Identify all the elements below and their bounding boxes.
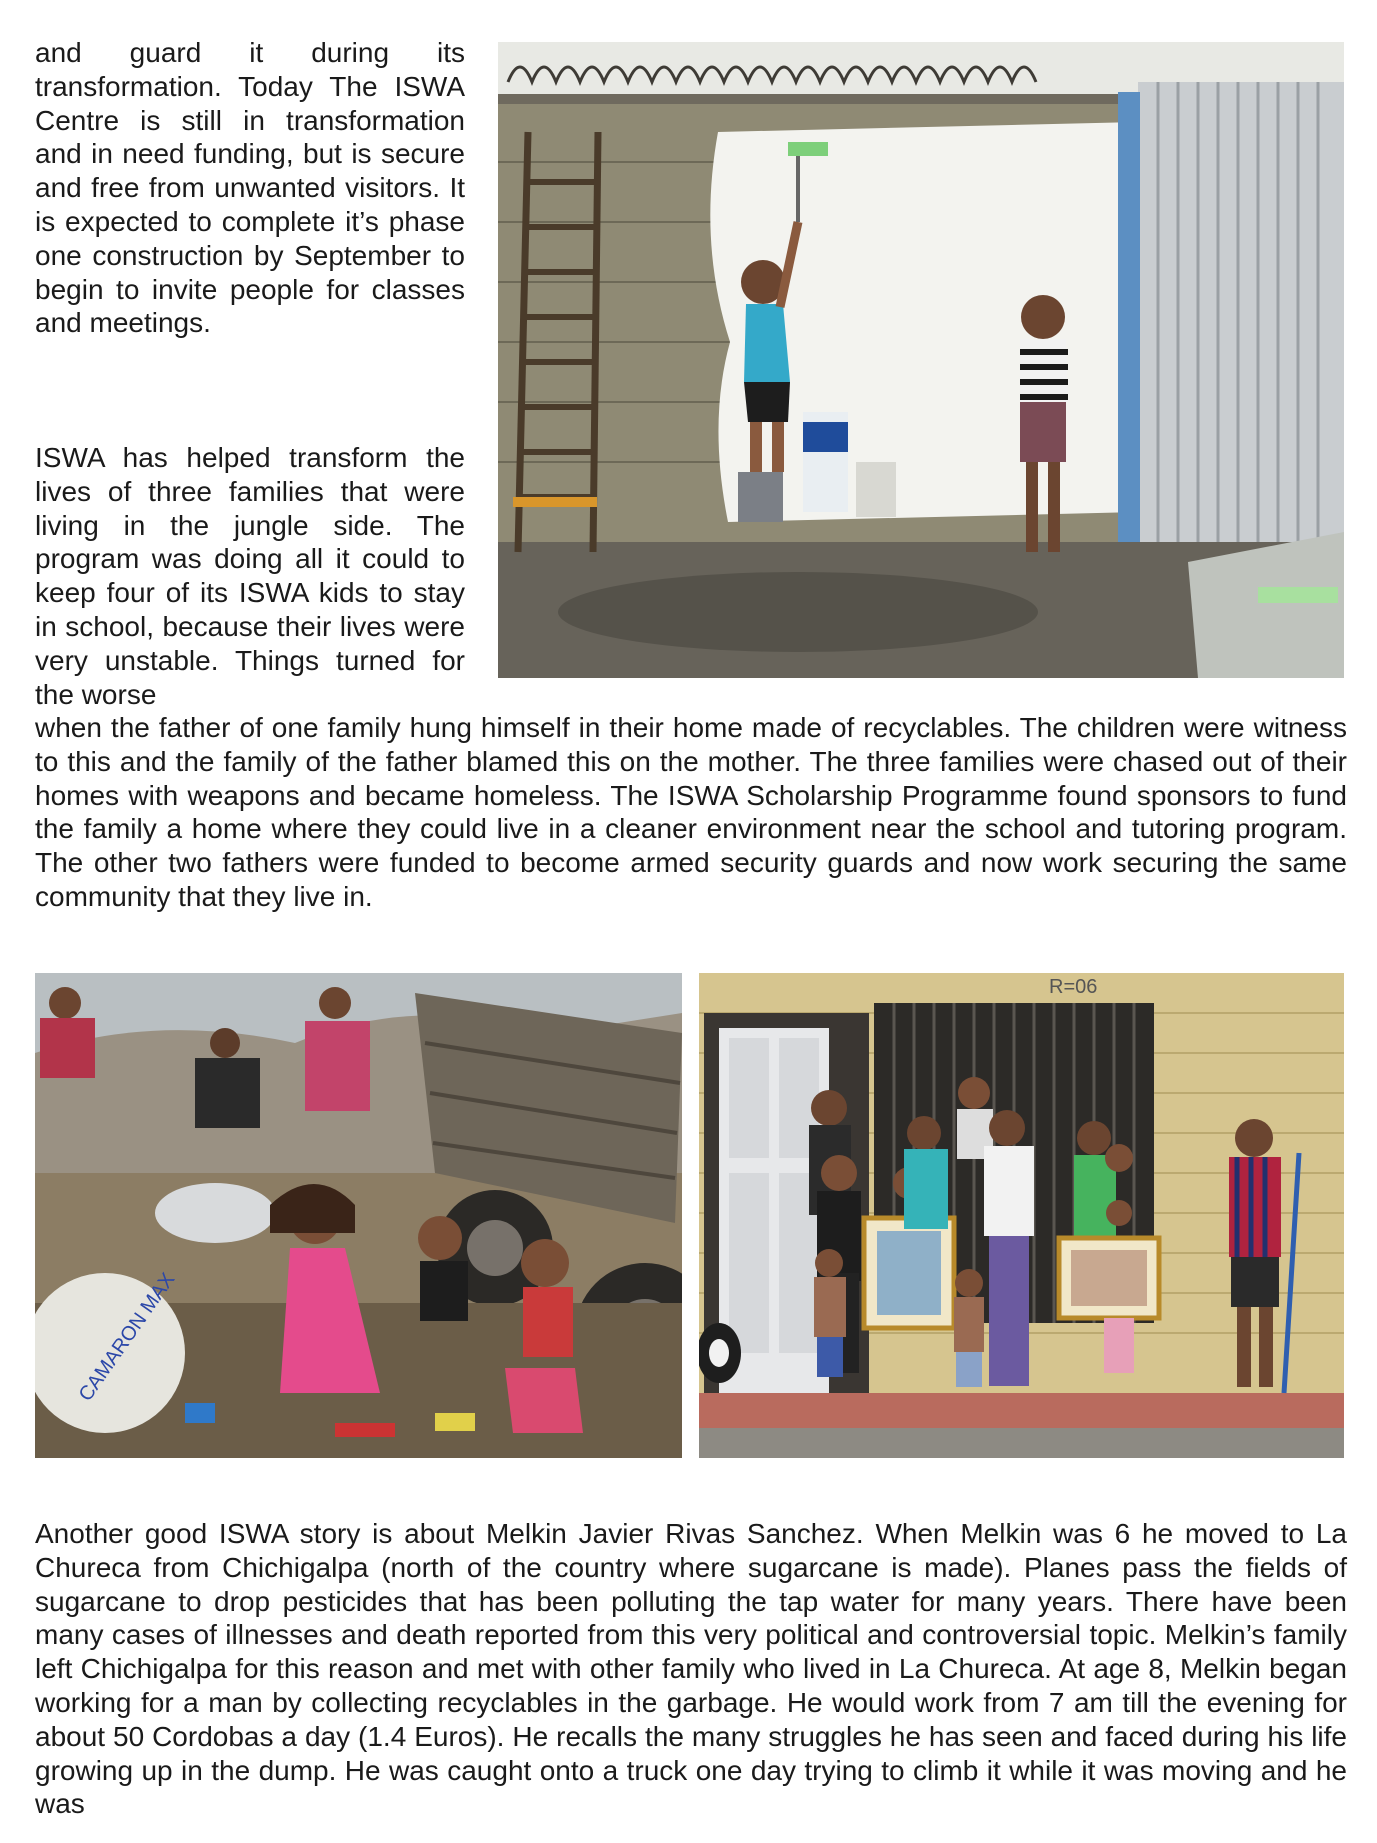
wall-mark: R=06 <box>1049 976 1098 998</box>
paragraph-centre-transformation: and guard it during its transformation. Today The ISWA Centre is still in transformation and in need funding, but is secure and free from unwanted visitors. It is expected to complete it’s phase one construction by September to begin to invite people for classes and meetings. <box>35 37 465 339</box>
painting-wall-illustration <box>498 42 1344 678</box>
photo-family-home <box>699 973 1344 1458</box>
sack-label: CAMARON MAX <box>74 1269 180 1406</box>
paragraph-melkin-story: Another good ISWA story is about Melkin Javier Rivas Sanchez. When Melkin was 6 he moved to La Chureca from Chichigalpa (north of the country where sugarcane is made). Planes pass the fields of sugarcane to drop pesticides that has been polluting the tap water for many years. There have been many cases of illnesses and death reported from this very political and controversial topic. Melkin’s family left Chichigalpa for this reason and met with other family who lived in La Chureca. At age 8, Melkin began working for a man by collecting recyclables in the garbage. He would work from 7 am till the evening for about 50 Cordobas a day (1.4 Euros). He recalls the many struggles he has seen and faced during his life growing up in the dump. He was caught onto a truck one day trying to climb it while it was moving and he was <box>35 1518 1347 1820</box>
photo-children-dump <box>35 973 682 1458</box>
paragraph-families-story: when the father of one family hung himself in their home made of recyclables. The children were witness to this and the family of the father blamed this on the mother. The three families were chased out of their homes with weapons and became homeless. The ISWA Scholarship Programme found sponsors to fund the family a home where they could live in a cleaner environment near the school and tutoring program. The other two fathers were funded to become armed security guards and now work securing the same community that they live in. <box>35 712 1347 912</box>
family-home-illustration <box>699 973 1344 1458</box>
photo-painting-wall <box>498 42 1344 678</box>
children-dump-illustration <box>35 973 682 1458</box>
paragraph-families-intro: ISWA has helped transform the lives of three families that were living in the jungle side. The program was doing all it could to keep four of its ISWA kids to stay in school, because their lives were very unstable. Things turned for the worse <box>35 442 465 710</box>
